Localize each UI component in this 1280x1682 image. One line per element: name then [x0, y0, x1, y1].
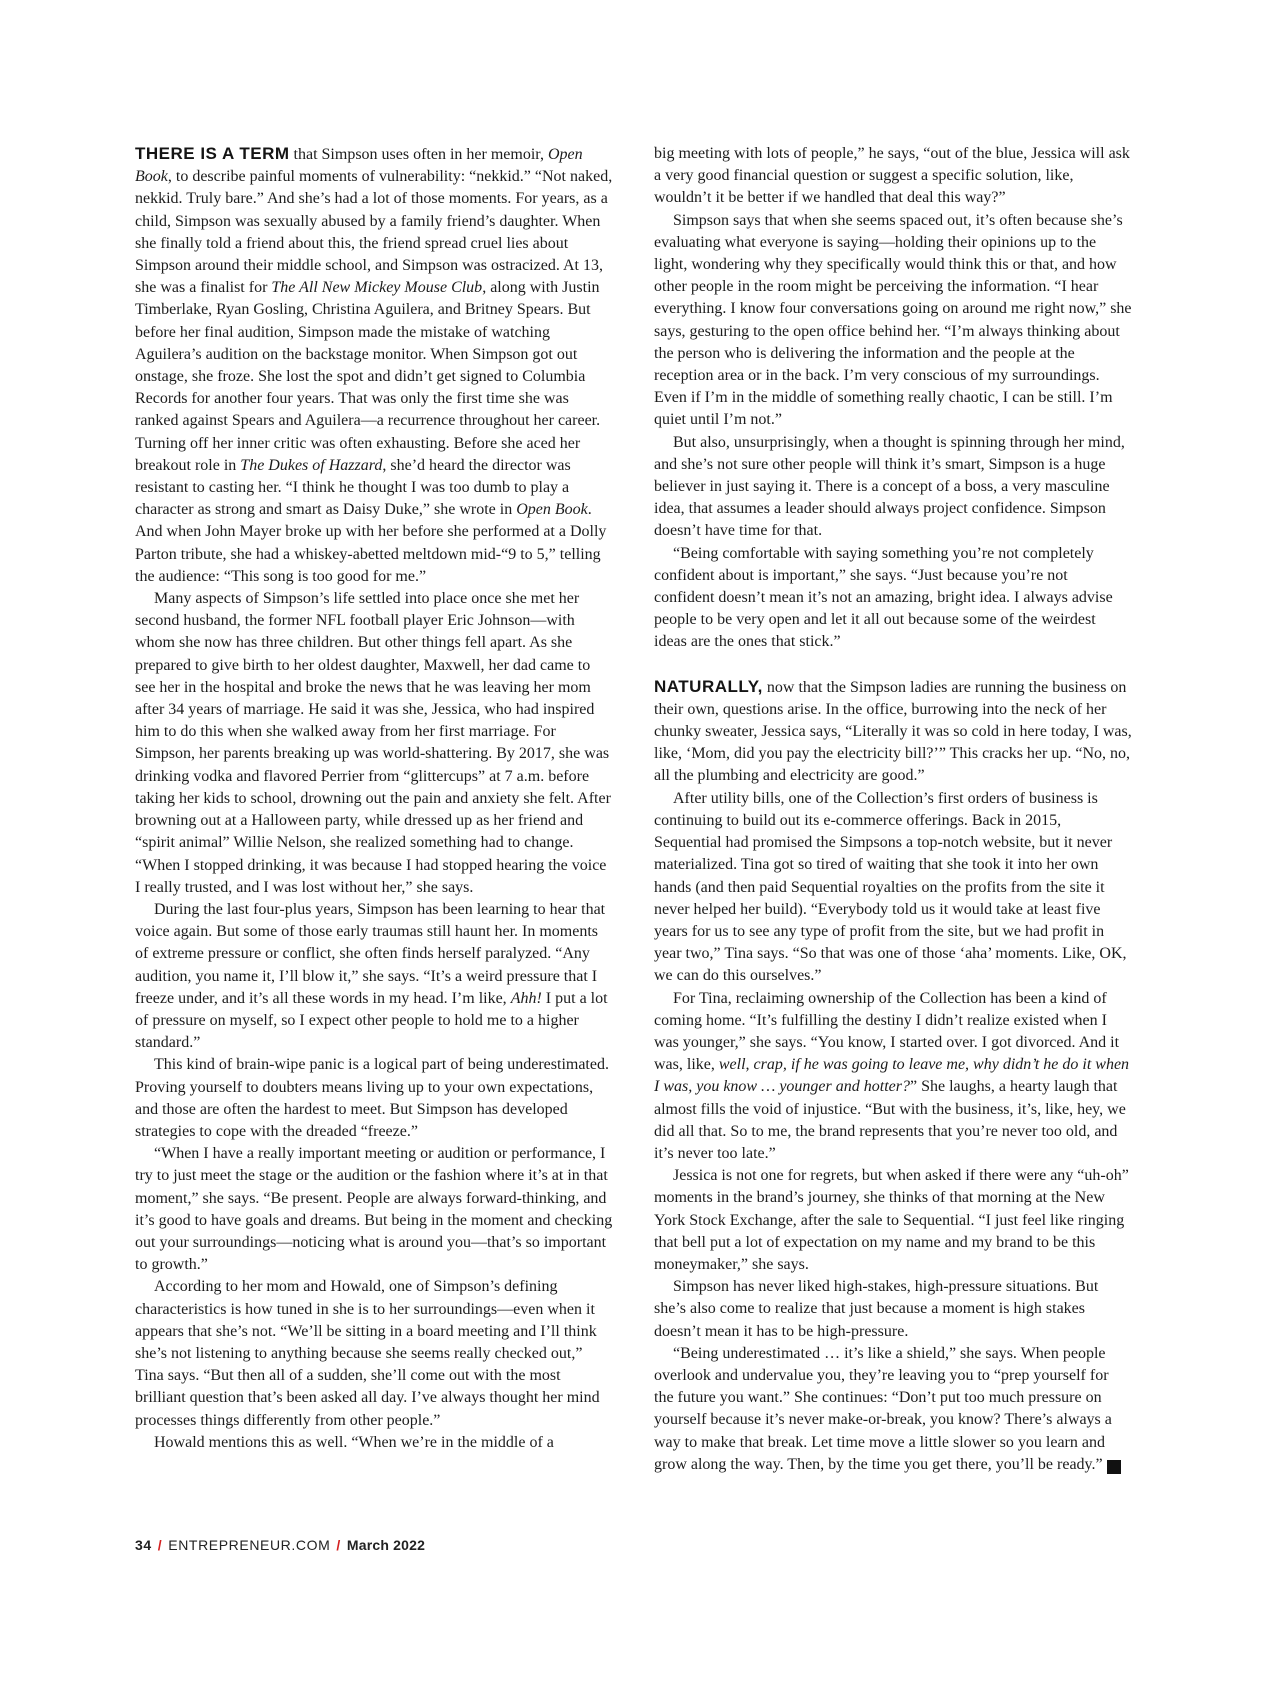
paragraph: big meeting with lots of people,” he says, “out of the blue, Jessica will ask a very good financial question or suggest a specific solution, like, wouldn’t it be better if we handled that deal this way?”	[654, 145, 1130, 207]
paragraph-text: “Being underestimated … it’s like a shield,” she says. When people overlook and undervalue you, they’re leaving you to “prep yourself for the future you want.” She continues: “Don’t put too much pressure on yourself because it’s never make-or-break, you know? There’s always a way to make that break. Let time move a little slower so you learn and grow along the way. Then, by the time you get there, you’ll be ready.”	[654, 1344, 1112, 1473]
paragraph	[135, 143, 613, 588]
paragraph-text: , along with Justin Timberlake, Ryan Gosling, Christina Aguilera, and Britney Spears. But before her final audition, Simpson made the mistake of watching Aguilera’s audition on the backstage monitor. When Simpson got out onstage, she froze. She lost the spot and didn’t get signed to Columbia Records for another four years. That was only the first time she was ranked against Spears and Aguilera—a recurrence throughout her career. Turning off her inner critic was often exhausting. Before she aced her breakout role in	[135, 279, 601, 474]
book-title: Open Book	[135, 146, 583, 186]
paragraph: After utility bills, one of the Collection’s first orders of business is continuing to build out its e-commerce offerings. Back in 2015, Sequential had promised the Simpsons a top-notch website, but it never materialized. Tina got so tired of waiting that she took it into her own hands (and then paid Sequential royalties on the profits from the site it never helped her build). “Everybody told us it would take at least five years for us to see any type of profit from the site, but we had profit in year two,” Tina says. “So that was one of those ‘aha’ moments. Like, OK, we can do this ourselves.”	[654, 789, 1127, 985]
footer-site: ENTREPRENEUR.COM	[168, 1537, 331, 1553]
footer-separator: /	[336, 1537, 341, 1553]
film-title: The Dukes of Hazzard	[240, 456, 383, 474]
paragraph	[654, 1343, 1132, 1476]
paragraph: Simpson has never liked high-stakes, high-pressure situations. But she’s also come to realize that just because a moment is high stakes doesn’t mean it has to be high-pressure.	[654, 1278, 1099, 1340]
paragraph-text: . And when John Mayer broke up with her before she performed at a Dolly Parton tribute, she had a whiskey-abetted meltdown mid-“9 to 5,” telling the audience: “This song is too good for me.”	[135, 501, 607, 585]
paragraph-text: For Tina, reclaiming ownership of the Collection has been a kind of coming home. “It’s fulfilling the destiny I didn’t realize existed when I was younger,” she says. “You know, I started over. I got divorced. And it was, like,	[654, 989, 1120, 1074]
paragraph-text: , to describe painful moments of vulnerability: “nekkid.” “Not naked, nekkid. Truly bare.” And she’s had a lot of those moments. For years, as a child, Simpson was sexually abused by a family friend’s daughter. When she finally told a friend about this, the friend spread cruel lies about Simpson around their middle school, and Simpson was ostracized. At 13, she was a finalist for	[135, 168, 613, 297]
emphasis-text: Ahh!	[510, 989, 542, 1007]
page-number: 34	[135, 1537, 152, 1553]
paragraph: Howald mentions this as well. “When we’re in the middle of a	[154, 1433, 554, 1451]
emphasis-text: well, crap, if he was going to leave me, why didn’t he do it when I was, you know … younger and hotter?	[654, 1056, 1130, 1096]
paragraph	[654, 988, 1132, 1166]
section-kicker: NATURALLY,	[654, 676, 763, 696]
paragraph-text: now that the Simpson ladies are running the business on their own, questions arise. In the office, burrowing into the neck of her chunky sweater, Jessica says, “Literally it was so cold in here today, I was, like, ‘Mom, did you pay the electricity bill?’” This cracks her up. “No, no, all the plumbing and electricity are good.”	[654, 678, 1132, 785]
paragraph: Many aspects of Simpson’s life settled into place once she met her second husband, the former NFL football player Eric Johnson—with whom she now has three children. But other things fell apart. As she prepared to give birth to her oldest daughter, Maxwell, her dad came to see her in the hospital and broke the news that he was leaving her mom after 34 years of marriage. He said it was she, Jessica, who had inspired him to do this when she walked away from her first marriage. For Simpson, her parents breaking up was world-shattering. By 2017, she was drinking vodka and flavored Perrier from “glittercups” at 7 a.m. before taking her kids to school, drowning out the pain and anxiety she felt. After browning out at a Halloween party, while dressed up as her friend and “spirit animal” Willie Nelson, she realized something had to change. “When I stopped drinking, it was because I had stopped hearing the voice I really trusted, and I was lost without her,” she says.	[135, 590, 611, 896]
paragraph: According to her mom and Howald, one of Simpson’s defining characteristics is how tuned in she is to her surroundings—even when it appears that she’s not. “We’ll be sitting in a board meeting and I’ll think she’s not listening to anything because she seems really checked out,” Tina says. “But then all of a sudden, she’ll come out with the most brilliant question that’s been asked all day. I’ve always thought her mind processes things differently from other people.”	[135, 1278, 600, 1429]
paragraph: But also, unsurprisingly, when a thought is spinning through her mind, and she’s not sure other people will think it’s smart, Simpson is a huge believer in just saying it. There is a concept of a boss, a very masculine idea, that assumes a leader should always project confidence. Simpson doesn’t have time for that.	[654, 433, 1125, 540]
footer-issue-date: March 2022	[346, 1537, 426, 1553]
paragraph: “When I have a really important meeting or audition or performance, I try to just meet the stage or the audition or the fashion where it’s at in that moment,” she says. “Be present. People are always forward-thinking, and it’s good to have goals and dreams. But being in the moment and checking out your surroundings—noticing what is around you—that’s so important to growth.”	[135, 1145, 613, 1274]
paragraph-text: that Simpson uses often in her memoir,	[289, 146, 548, 163]
book-title: Open Book	[516, 501, 588, 519]
show-title: The All New Mickey Mouse Club	[271, 279, 483, 297]
section-kicker: THERE IS A TERM	[135, 144, 290, 163]
article-column-left	[135, 143, 613, 1454]
paragraph-text: During the last four-plus years, Simpson has been learning to hear that voice again. But some of those early traumas still haunt her. In moments of extreme pressure or conflict, she often finds herself paralyzed. “Any audition, you name it, I’ll blow it,” she says. “It’s a weird pressure that I freeze under, and it’s all these words in my head. I’m like,	[135, 900, 606, 1007]
paragraph-text: , she’d heard the director was resistant to casting her. “I think he thought I was too dumb to play a character as strong and smart as Daisy Duke,” she wrote in	[135, 456, 571, 519]
footer-separator: /	[157, 1537, 163, 1553]
article-column-right	[654, 143, 1132, 1476]
paragraph: “Being comfortable with saying something you’re not completely confident about is important,” she says. “Just because you’re not confident doesn’t mean it’s not an amazing, bright idea. I always advise people to be very open and let it all out because some of the weirdest ideas are the ones that stick.”	[654, 544, 1113, 651]
paragraph-text: ” She laughs, a hearty laugh that almost fills the void of injustice. “But with the business, it’s, like, hey, we did all that. So to me, the brand represents that you’re never too old, and it’s never too late.”	[654, 1078, 1126, 1162]
page-footer	[135, 1537, 425, 1553]
paragraph: This kind of brain-wipe panic is a logical part of being underestimated. Proving yourself to doubters means living up to your own expectations, and those are often the hardest to meet. But Simpson has developed strategies to cope with the dreaded “freeze.”	[135, 1056, 609, 1140]
paragraph-text: I put a lot of pressure on myself, so I expect other people to hold me to a higher standard.”	[135, 989, 608, 1052]
end-mark-icon: E	[1107, 1460, 1121, 1474]
paragraph	[654, 676, 1132, 788]
paragraph: Simpson says that when she seems spaced out, it’s often because she’s evaluating what everyone is saying—holding their opinions up to the light, wondering why they specifically would think this or that, and how other people in the room might be perceiving the information. “I hear everything. I know four conversations going on around me right now,” she says, gesturing to the open office behind her. “I’m always thinking about the person who is delivering the information and the people at the reception area or in the back. I’m very conscious of my surroundings. Even if I’m in the middle of something really chaotic, I can be still. I’m quiet until I’m not.”	[654, 211, 1132, 429]
paragraph	[135, 899, 613, 1054]
paragraph: Jessica is not one for regrets, but when asked if there were any “uh-oh” moments in the brand’s journey, she thinks of that morning at the New York Stock Exchange, after the sale to Sequential. “I just feel like ringing that bell put a lot of expectation on my name and my brand to be this moneymaker,” she says.	[654, 1167, 1129, 1273]
